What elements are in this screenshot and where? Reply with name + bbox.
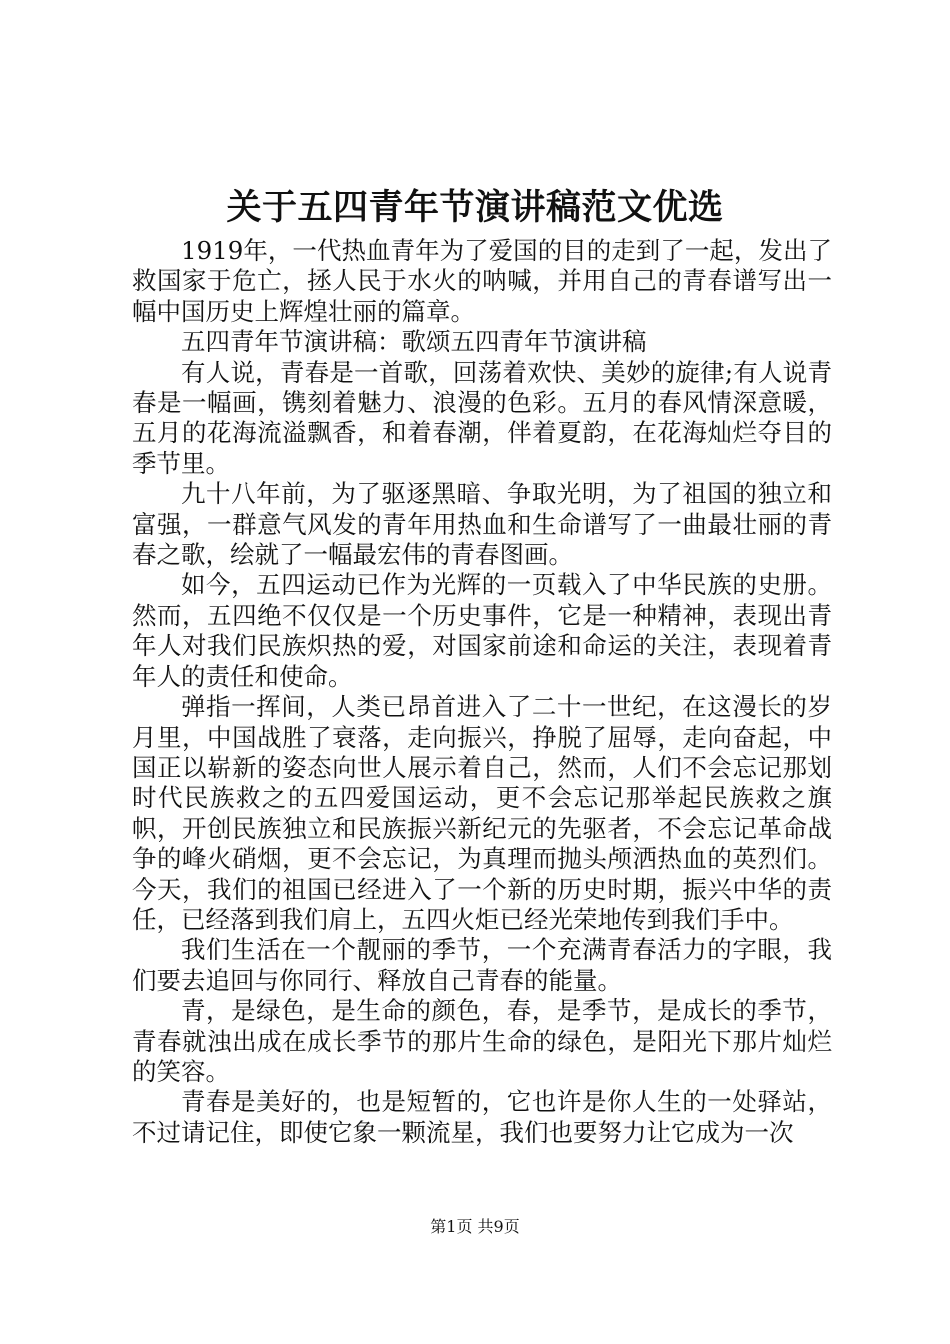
paragraph: 青春是美好的，也是短暂的，它也许是你人生的一处驿站，不过请记住，即使它象一颗流星，我们也要努力让它成为一次 <box>132 1087 832 1147</box>
paragraph: 如今，五四运动已作为光辉的一页载入了中华民族的史册。然而，五四绝不仅仅是一个历史事件，它是一种精神，表现出青年人对我们民族炽热的爱，对国家前途和命运的关注，表现着青年人的责任和使命。 <box>132 570 832 691</box>
paragraph: 九十八年前，为了驱逐黑暗、争取光明，为了祖国的独立和富强，一群意气风发的青年用热血和生命谱写了一曲最壮丽的青春之歌，绘就了一幅最宏伟的青春图画。 <box>132 479 832 570</box>
document-title: 关于五四青年节演讲稿范文优选 <box>226 187 724 228</box>
page-number-footer: 第1页 共9页 <box>430 1217 520 1236</box>
paragraph: 弹指一挥间，人类已昂首进入了二十一世纪，在这漫长的岁月里，中国战胜了衰落，走向振兴，挣脱了屈辱，走向奋起，中国正以崭新的姿态向世人展示着自己，然而，人们不会忘记那划时代民族救之的五四爱国运动，更不会忘记那举起民族救之旗帜，开创民族独立和民族振兴新纪元的先驱者，不会忘记革命战争的峰火硝烟，更不会忘记，为真理而抛头颅洒热血的英烈们。今天，我们的祖国已经进入了一个新的历史时期，振兴中华的责任，已经落到我们肩上，五四火炬已经光荣地传到我们手中。 <box>132 692 832 934</box>
paragraph-subtitle: 五四青年节演讲稿：歌颂五四青年节演讲稿 <box>181 327 647 357</box>
paragraph: 1919年，一代热血青年为了爱国的目的走到了一起，发出了救国家于危亡，拯人民于水火的呐喊，并用自己的青春谱写出一幅中国历史上辉煌壮丽的篇章。 <box>132 236 832 326</box>
paragraph: 有人说，青春是一首歌，回荡着欢快、美妙的旋律;有人说青春是一幅画，镌刻着魅力、浪漫的色彩。五月的春风情深意暖，五月的花海流溢飘香，和着春潮，伴着夏韵，在花海灿烂夺目的季节里。 <box>132 357 832 478</box>
paragraph: 我们生活在一个靓丽的季节，一个充满青春活力的字眼，我们要去追回与你同行、释放自己青春的能量。 <box>132 935 832 995</box>
document-body <box>132 236 832 1148</box>
paragraph: 青，是绿色，是生命的颜色，春，是季节，是成长的季节，青春就浊出成在成长季节的那片生命的绿色，是阳光下那片灿烂的笑容。 <box>132 996 832 1086</box>
